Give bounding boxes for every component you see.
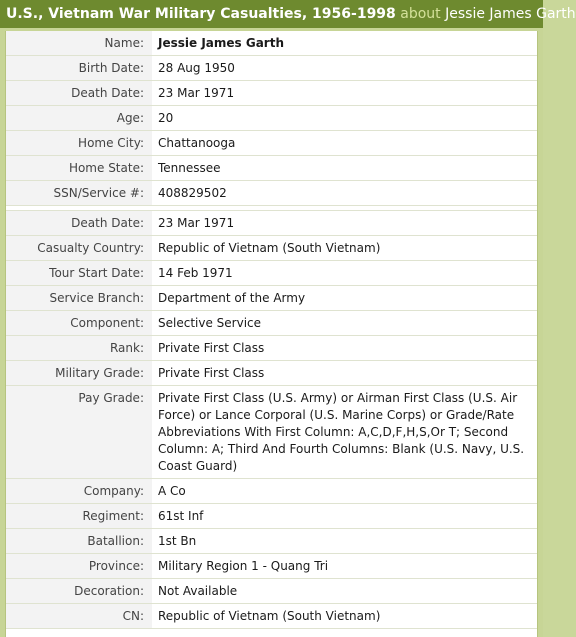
field-label: Death Date: [6,211,152,236]
field-value: A Co [152,479,537,504]
record-table [6,31,537,629]
record-row-decoration [6,579,537,604]
field-value: Military Region 1 - Quang Tri [152,554,537,579]
record-row-tour-start-date [6,261,537,286]
record-row-death-date [6,81,537,106]
field-label: CN: [6,604,152,629]
record-row-casualty-country [6,236,537,261]
record-row-company [6,479,537,504]
field-label: Regiment: [6,504,152,529]
field-value: Private First Class [152,336,537,361]
record-row-service-branch [6,286,537,311]
field-value: Republic of Vietnam (South Vietnam) [152,604,537,629]
field-label: Casualty Country: [6,236,152,261]
field-value: Selective Service [152,311,537,336]
field-label: Company: [6,479,152,504]
field-label: Component: [6,311,152,336]
record-row-ssn [6,181,537,206]
record-row-home-state [6,156,537,181]
field-value: 20 [152,106,537,131]
record-row-home-city [6,131,537,156]
record-row-cn [6,604,537,629]
record-row-military-grade [6,361,537,386]
field-value: 23 Mar 1971 [152,81,537,106]
field-value: Not Available [152,579,537,604]
field-value: Republic of Vietnam (South Vietnam) [152,236,537,261]
field-value: 23 Mar 1971 [152,211,537,236]
about-text: about [400,6,441,22]
field-label: Pay Grade: [6,386,152,479]
field-label: Decoration: [6,579,152,604]
field-label: Home City: [6,131,152,156]
record-row-rank [6,336,537,361]
record-row-birth-date [6,56,537,81]
record-row-name [6,31,537,56]
record-row-death-date-2 [6,211,537,236]
field-label: Name: [6,31,152,56]
record-row-pay-grade [6,386,537,479]
field-value: 28 Aug 1950 [152,56,537,81]
field-label: Service Branch: [6,286,152,311]
field-value: 61st Inf [152,504,537,529]
field-label: Home State: [6,156,152,181]
field-value: Private First Class [152,361,537,386]
record-row-regiment [6,504,537,529]
record-panel [5,31,538,637]
page-header [0,0,576,28]
field-value: 14 Feb 1971 [152,261,537,286]
field-value: 1st Bn [152,529,537,554]
field-value: Private First Class (U.S. Army) or Airman First Class (U.S. Air Force) or Lance Corporal (U.S. Marine Corps) or Grade/Rate Abbreviations With First Column: A,C,D,F,H,S,Or T; Second Column: A; Third And Fourth Columns: Blank (U.S. Navy, U.S. Coast Guard) [152,386,537,479]
field-label: Province: [6,554,152,579]
record-row-province [6,554,537,579]
collection-title[interactable]: U.S., Vietnam War Military Casualties, 1956-1998 [6,6,396,22]
record-row-batallion [6,529,537,554]
field-label: Batallion: [6,529,152,554]
field-value: Department of the Army [152,286,537,311]
field-value: Jessie James Garth [152,31,537,56]
field-value: Chattanooga [152,131,537,156]
field-label: Tour Start Date: [6,261,152,286]
field-label: Rank: [6,336,152,361]
field-label: Age: [6,106,152,131]
field-label: Death Date: [6,81,152,106]
field-value: 408829502 [152,181,537,206]
field-label: SSN/Service #: [6,181,152,206]
record-row-component [6,311,537,336]
person-name-header: Jessie James Garth [445,6,576,22]
record-row-age [6,106,537,131]
field-value: Tennessee [152,156,537,181]
field-label: Birth Date: [6,56,152,81]
field-label: Military Grade: [6,361,152,386]
